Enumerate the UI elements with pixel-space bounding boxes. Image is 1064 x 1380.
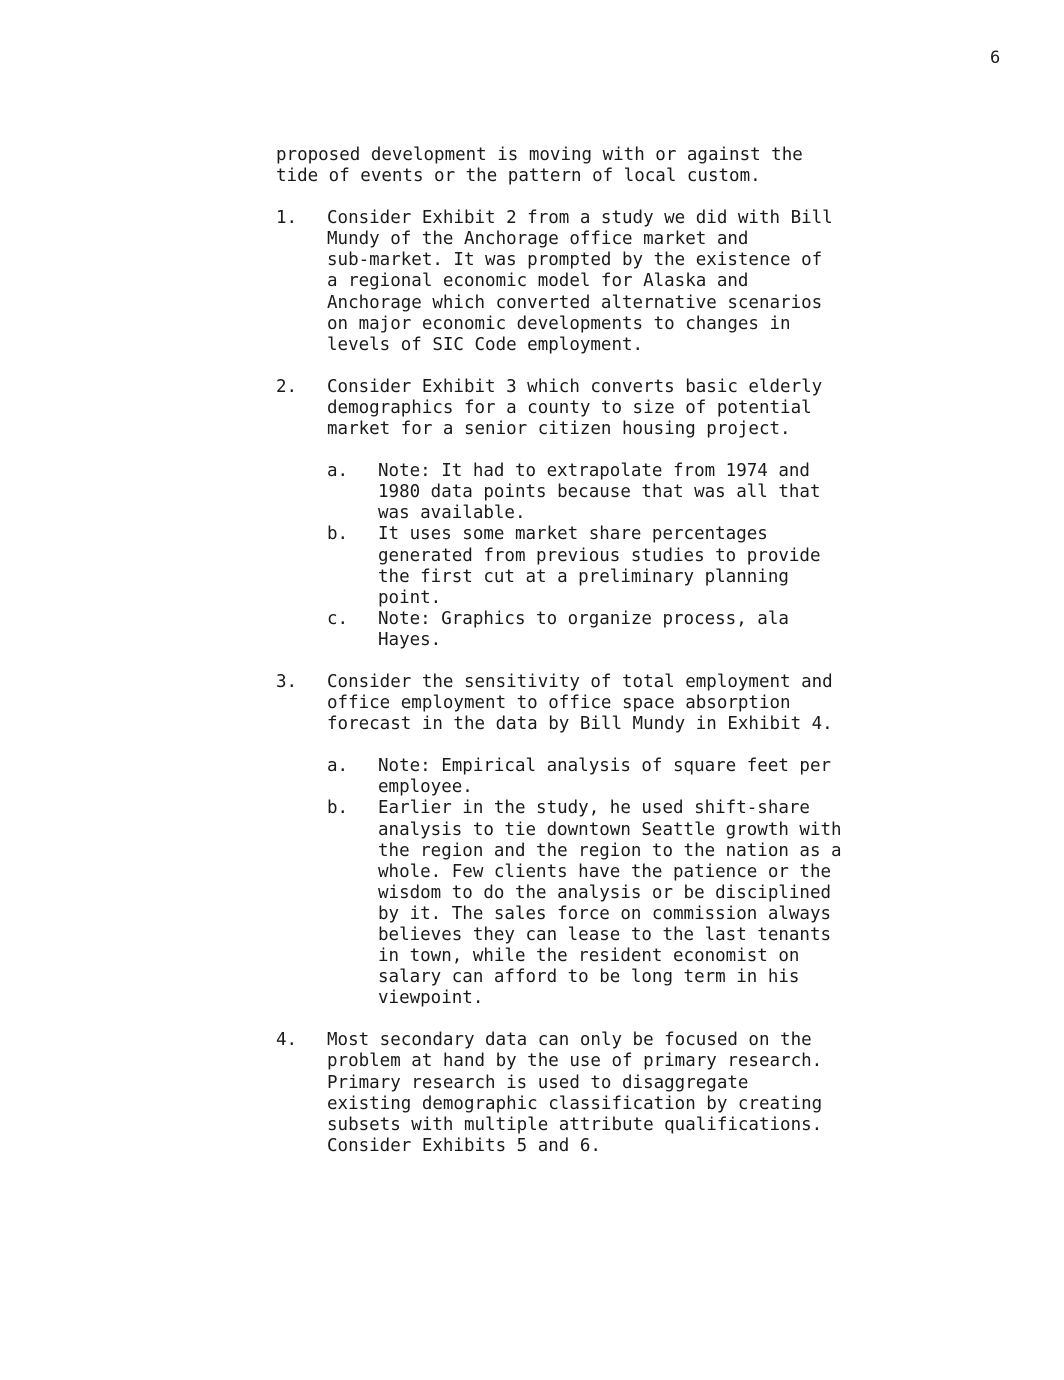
list-marker: 3. xyxy=(276,671,298,692)
list-item-text: Consider the sensitivity of total employment and office employment to office space absorption forecast in the data by Bill Mundy in Exhibit 4. xyxy=(327,671,833,735)
sub-item-3a xyxy=(327,756,976,798)
sub-item-2c xyxy=(327,609,976,651)
list-marker: 4. xyxy=(276,1030,298,1051)
sub-item-2b xyxy=(327,524,976,608)
list-item-4 xyxy=(276,1030,976,1157)
sub-list xyxy=(327,461,976,651)
sub-item-2a xyxy=(327,461,976,524)
page-number: 6 xyxy=(990,48,1001,68)
sub-item-text: Earlier in the study, he used shift-share analysis to tie downtown Seattle growth with the region and the region to the nation as a whole. Few clients have the patience or the wisdom to do the analysis or be disciplined by it. The sales force on commission always believes they can lease to the last tenants in town, while the resident economist on salary can afford to be long term in his viewpoint. xyxy=(378,798,842,1009)
sub-marker: b. xyxy=(327,798,349,819)
sub-marker: a. xyxy=(327,756,349,777)
sub-item-text: Note: Empirical analysis of square feet per employee. xyxy=(378,756,832,798)
sub-item-text: It uses some market share percentages generated from previous studies to provide the first cut at a preliminary planning point. xyxy=(378,524,821,608)
list-item-3 xyxy=(276,672,976,1009)
sub-marker: c. xyxy=(327,608,349,629)
list-marker: 1. xyxy=(276,208,298,229)
intro-paragraph: proposed development is moving with or against the tide of events or the pattern of local custom. xyxy=(276,145,803,187)
list-item-text: Consider Exhibit 3 which converts basic elderly demographics for a county to size of potential market for a senior citizen housing project. xyxy=(327,376,823,440)
sub-item-3b xyxy=(327,798,976,1009)
sub-item-text: Note: It had to extrapolate from 1974 and 1980 data points because that was all that was available. xyxy=(378,461,821,524)
list-item-1 xyxy=(276,208,976,356)
list-item-text: Most secondary data can only be focused on the problem at hand by the use of primary research. Primary research is used to disaggregate existing demographic classification by creating subsets with multiple attribute qualifications. Consider Exhibits 5 and 6. xyxy=(327,1030,823,1156)
list-item-text: Consider Exhibit 2 from a study we did with Bill Mundy of the Anchorage office market and sub-market. It was prompted by the existence of a regional economic model for Alaska and Anchorage which converted alternative scenarios on major economic developments to changes in levels of SIC Code employment. xyxy=(327,208,833,355)
list-marker: 2. xyxy=(276,376,298,397)
document-body xyxy=(276,145,976,1178)
sub-marker: a. xyxy=(327,461,349,482)
list-item-2 xyxy=(276,377,976,651)
sub-list xyxy=(327,756,976,1009)
sub-marker: b. xyxy=(327,524,349,545)
sub-item-text: Note: Graphics to organize process, ala Hayes. xyxy=(378,608,789,650)
